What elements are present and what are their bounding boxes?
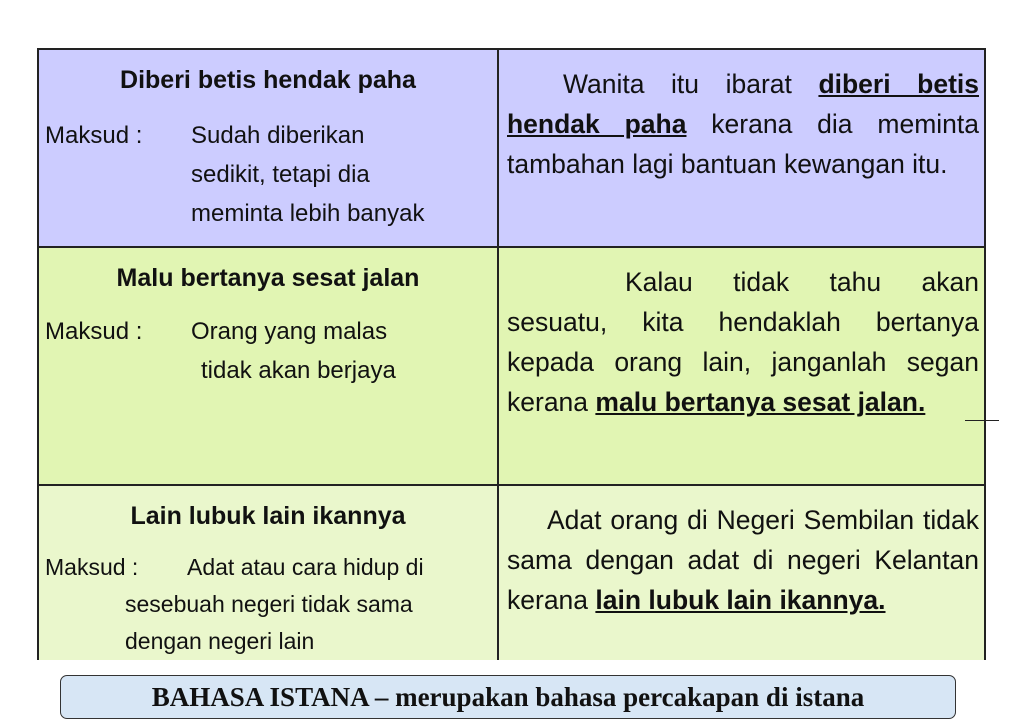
maksud-block [39, 116, 499, 236]
maksud-label: Maksud : [45, 554, 139, 580]
maksud-line: dengan negeri lain [125, 628, 315, 654]
peribahasa-title: Diberi betis hendak paha [120, 66, 416, 94]
example-text: Adat orang di Negeri Sembilan tidak sama dengan adat di negeri Kelantan kerana [507, 505, 979, 615]
example-sentence [507, 262, 979, 422]
peribahasa-cell [39, 486, 499, 660]
example-text: Kalau tidak tahu akan sesuatu, kita hendaklah bertanya kepada orang lain, janganlah segan kerana [507, 267, 979, 417]
maksud-label: Maksud : [45, 318, 143, 345]
example-sentence [507, 64, 979, 184]
peribahasa-cell [39, 50, 499, 246]
maksud-line: tidak akan berjaya [201, 357, 396, 384]
example-keyword: diberi betis hendak paha [507, 69, 979, 139]
peribahasa-table [37, 48, 986, 660]
example-text: Wanita itu ibarat [563, 69, 819, 99]
example-keyword: malu bertanya sesat jalan. [595, 387, 926, 417]
stray-underline [965, 420, 999, 421]
maksud-line: Orang yang malas [191, 318, 388, 345]
example-cell [499, 486, 986, 660]
maksud-label: Maksud : [45, 122, 143, 149]
maksud-block [39, 548, 499, 668]
peribahasa-title: Malu bertanya sesat jalan [116, 264, 420, 292]
example-text: kerana dia meminta tambahan lagi bantuan kewangan itu. [507, 109, 979, 179]
peribahasa-cell [39, 248, 499, 484]
example-sentence [507, 500, 979, 620]
maksud-line: meminta lebih banyak [191, 200, 425, 227]
table-row [39, 248, 984, 486]
maksud-line: sedikit, tetapi dia [191, 161, 370, 188]
maksud-line: sesebuah negeri tidak sama [125, 591, 413, 617]
table-row [39, 50, 984, 248]
example-cell [499, 50, 986, 246]
table-row [39, 486, 984, 660]
maksud-block [39, 312, 499, 392]
example-keyword: lain lubuk lain ikannya. [595, 585, 886, 615]
peribahasa-title: Lain lubuk lain ikannya [130, 502, 406, 530]
bahasa-istana-banner: BAHASA ISTANA – merupakan bahasa percakapan di istana [60, 675, 956, 719]
maksud-line: Sudah diberikan [191, 122, 365, 149]
maksud-line: Adat atau cara hidup di [187, 554, 424, 580]
example-cell [499, 248, 986, 484]
